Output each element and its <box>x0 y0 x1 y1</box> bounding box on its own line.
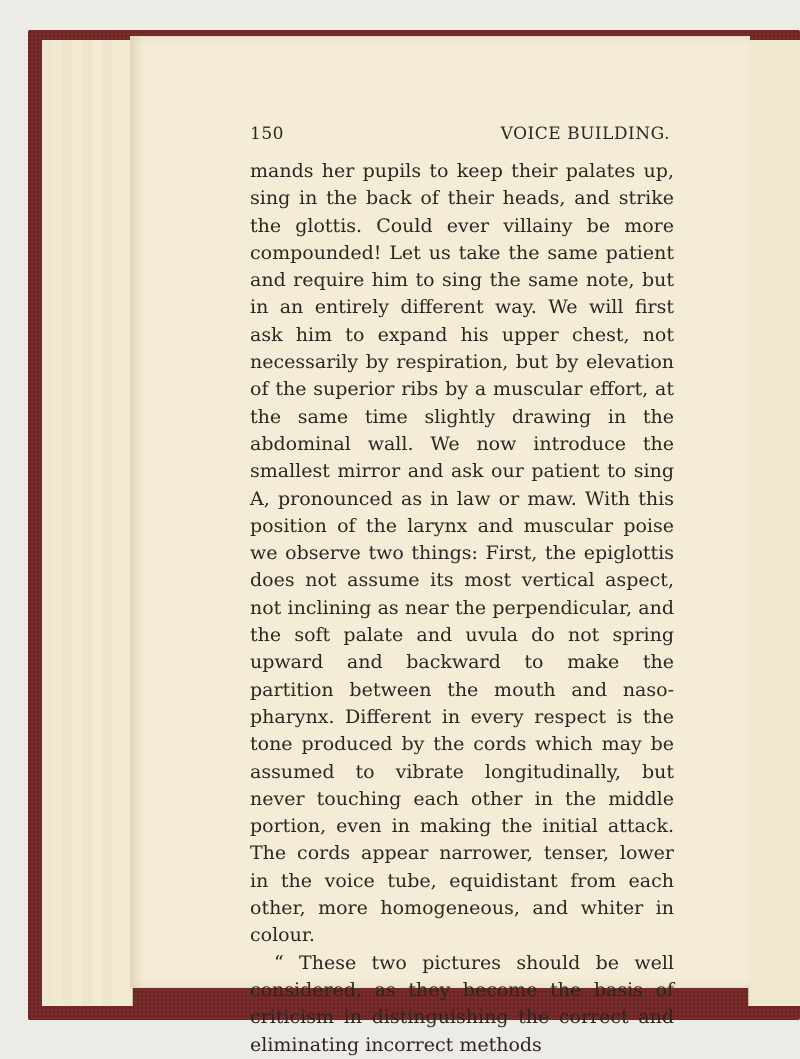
page-number: 150 <box>250 124 284 144</box>
facing-page-edge <box>748 40 800 1006</box>
running-header <box>250 124 670 144</box>
book-page <box>130 36 750 1056</box>
paragraph: mands her pupils to keep their palates up, sing in the back of their heads, and strike the glottis. Could ever villainy be more compounded! Let us take the same patient and require him to sing the same note, but in an entirely different way. We will first ask him to expand his upper chest, not necessarily by respiration, but by elevation of the superior ribs by a muscular effort, at the same time slightly drawing in the abdominal wall. We now introduce the smallest mirror and ask our patient to sing A, pronounced as in law or maw. With this position of the larynx and muscular poise we observe two things: First, the epiglottis does not assume its most vertical aspect, not inclining as near the perpendicular, and the soft palate and uvula do not spring upward and backward to make the partition between the mouth and naso-pharynx. Different in every respect is the tone produced by the cords which may be assumed to vibrate longitudinally, but never touching each other in the middle portion, even in making the initial attack. The cords appear narrower, tenser, lower in the voice tube, equidistant from each other, more homogeneous, and whiter in colour. <box>250 160 674 947</box>
page-body <box>250 158 674 1059</box>
paragraph: “ These two pictures should be well considered, as they become the basis of criticism in distinguishing the correct and eliminating incorrect methods <box>250 951 674 1056</box>
running-title: VOICE BUILDING. <box>500 124 670 144</box>
